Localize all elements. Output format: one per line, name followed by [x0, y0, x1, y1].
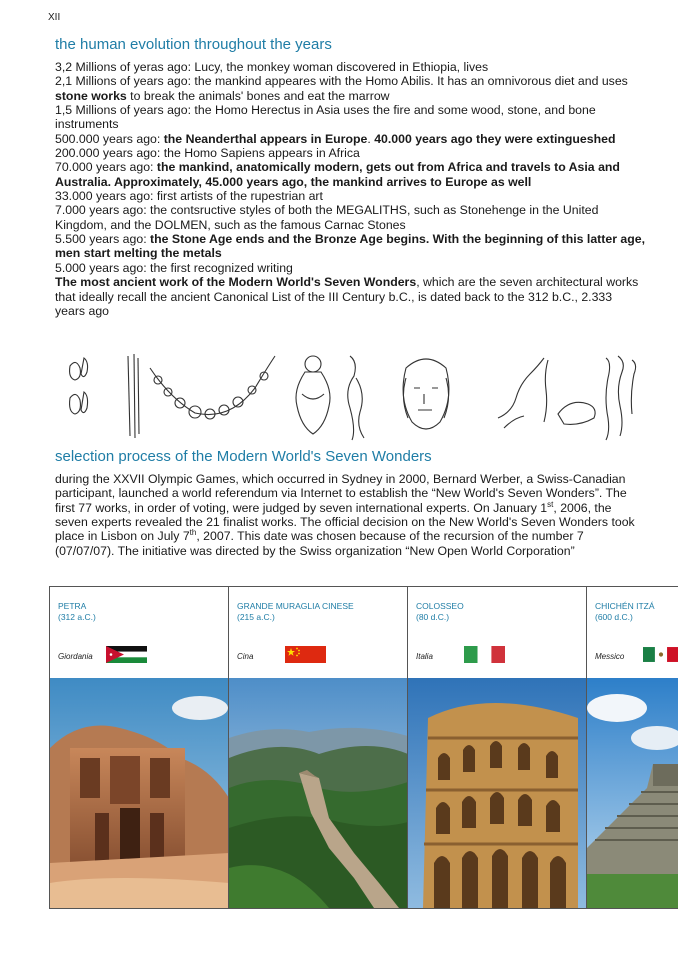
colosseum-photo: [408, 678, 587, 908]
venus-head-carving-icon: [403, 359, 449, 429]
petra-photo: [50, 678, 229, 908]
timeline-entry: 5.000 years ago: the first recognized writing: [55, 260, 293, 275]
wonder-name: PETRA (312 a.C.): [58, 601, 96, 622]
carved-antler-icon: [498, 358, 548, 428]
timeline-entry: 3,2 Millions of yeras ago: Lucy, the monkey woman discovered in Ethiopia, lives: [55, 60, 489, 74]
timeline-entry: 70.000 years ago: the mankind, anatomically modern, gets out from Africa and travels to Asia and Australia. Approximately, 45.000 years ago, the mankind arrives to Europe as well: [55, 160, 620, 189]
timeline-entry: 33.000 years ago: first artists of the rupestrian art: [55, 189, 323, 204]
animal-carving-icon: [558, 402, 595, 424]
page-number: XII: [48, 12, 61, 23]
timeline-entry: 500.000 years ago: the Neanderthal appears in Europe. 40.000 years ago they were extingueshed: [55, 131, 616, 146]
wonder-card-petra: [49, 586, 229, 908]
wonder-country: Giordania: [58, 652, 93, 661]
wonder-card-chichen-itza: [586, 586, 678, 908]
great-wall-photo: [229, 678, 408, 908]
mexico-flag-icon: [643, 646, 678, 663]
timeline-entry: 7.000 years ago: the contsructive styles of both the MEGALITHS, such as Stonehenge in the United Kingdom, and the DOLMEN, such as the famous Carnac Stones: [55, 203, 599, 232]
section-title-evolution: the human evolution throughout the years: [55, 36, 332, 53]
evolution-timeline: [55, 60, 645, 318]
wonder-country: Cina: [237, 652, 254, 661]
needle-tools-icon: [128, 354, 139, 438]
wonder-country: Italia: [416, 652, 433, 661]
bead-necklace-icon: [150, 356, 275, 419]
wonder-card-colosseum: [407, 586, 587, 908]
timeline-entry: 2,1 Millions of years ago: the mankind appeares with the Homo Abilis. It has an omnivorous diet and uses stone works to break the animals' bones and eat the marrow: [55, 74, 628, 103]
wonder-card-great-wall: [228, 586, 408, 908]
bone-fragments-icon: [70, 358, 88, 414]
wonder-name: GRANDE MURAGLIA CINESE (215 a.C.): [237, 601, 354, 622]
venus-figurine-icon: [296, 356, 330, 434]
timeline-entry: 1,5 Millions of years ago: the Homo Herectus in Asia uses the fire and some wood, stone, and bone instruments: [55, 103, 596, 132]
italy-flag-icon: [464, 646, 505, 663]
timeline-entry: 5.500 years ago: the Stone Age ends and the Bronze Age begins. With the beginning of this latter age, men start melting the metals: [55, 232, 646, 261]
timeline-entry: The most ancient work of the Modern World's Seven Wonders, which are the seven architectural works that ideally recall the ancient Canonical List of the III Century b.C., is dated back to the 312 b.C., 2.333 years ago: [55, 275, 639, 318]
wonder-country: Messico: [595, 652, 625, 661]
wonder-name: CHICHÉN ITZÁ (600 d.C.): [595, 601, 655, 622]
prehistoric-artifacts-illustration: [58, 348, 648, 444]
china-flag-icon: [285, 646, 326, 663]
wonder-name: COLOSSEO (80 d.C.): [416, 601, 464, 622]
wonders-strip: [49, 586, 678, 908]
jordan-flag-icon: [106, 646, 147, 663]
figurine-side-icon: [348, 356, 364, 440]
chichen-itza-photo: [587, 678, 678, 908]
timeline-entry: 200.000 years ago: the Homo Sapiens appears in Africa: [55, 146, 360, 161]
selection-paragraph: during the XXVII Olympic Games, which occurred in Sydney in 2000, Bernard Werber, a Swiss-Canadian participant, launched a world referendum via Internet to establish the “New World's Seven Wonders”. The first 77 works, in order of voting, were judged by seven international experts. On January 1st, 2006, the seven experts revealed the 21 finalist works. The official decision on the New World's Seven Wonders took place in Lisbon on July 7th, 2007. This date was chosen because of the recursion of the number 7 (07/07/07). The initiative was directed by the Swiss organization “New Open World Corporation”: [55, 472, 635, 558]
section-title-selection: selection process of the Modern World's Seven Wonders: [55, 448, 432, 465]
antler-tools-icon: [606, 356, 636, 440]
